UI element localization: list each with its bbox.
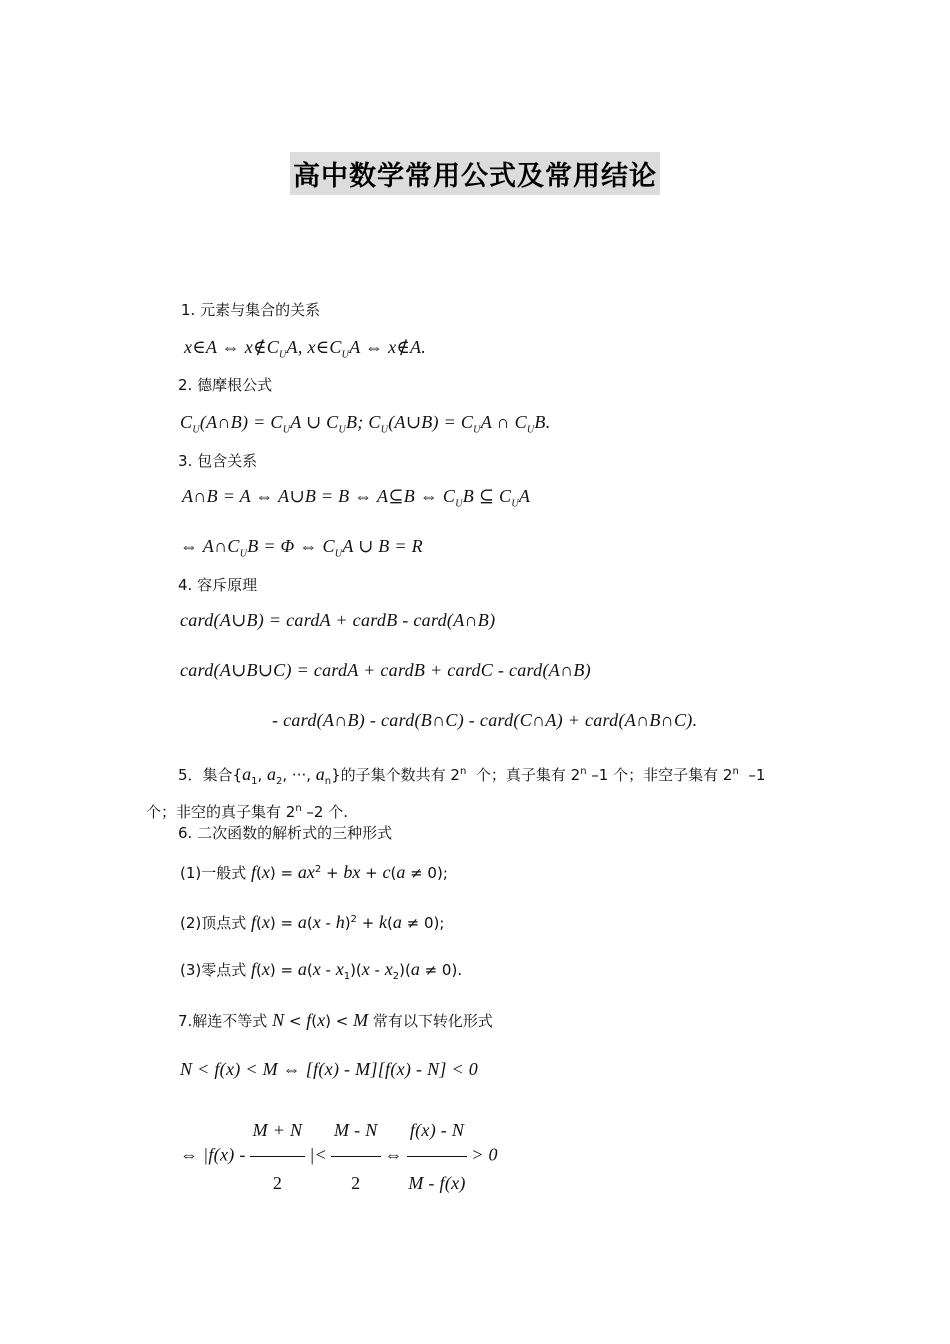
section-5-line-1: 5．集合{$a_1$, $a_2$, ···, $a_n$}的子集个数共有 2$^n$ 个；真子集有 2$^n$ –1 个；非空子集有 2$^n$ –1 [178, 764, 766, 787]
formula-4-3: - card(A∩B) - card(B∩C) - card(C∩A) + card(A∩B∩C). [272, 710, 698, 730]
fraction-m-minus-n: $\frac{M - N}{2}$ [331, 1106, 381, 1207]
formula-2-1: $C_U(A\cap B) = C_UA$ ∪ $C_UB$; $C_U(A\cup B) = C_UA$ ∩ $C_UB$. [180, 412, 551, 436]
section-heading-3: 3. 包含关系 [178, 452, 258, 470]
formula-7-2: ⇔ |f(x) - $\frac{M + N}{2}$ |< $\frac{M - N}{2}$ ⇔ $\frac{f(x) - N}{M - f(x)}$ > 0 [180, 1106, 498, 1207]
formula-3-2: ⇔ $A\cap C_UB = \Phi$ ⇔ $C_UA$ ∪ B = R [180, 536, 423, 560]
section-heading-4: 4. 容斥原理 [178, 576, 258, 594]
formula-6-3: (3)零点式 $f(x) = a(x - x_1)(x - x_2)(a \ne 0)$. [180, 959, 463, 982]
formula-4-1: card(A∪B) = cardA + cardB - card(A∩B) [180, 610, 496, 630]
formula-1-1: x∈A ⇔ $x\notin C_UA$, $x\in C_UA$ ⇔ x∉A. [184, 337, 427, 361]
formula-3-1: A∩B = A ⇔ A∪B = B ⇔ A⊆B ⇔ $C_UB$ ⊆ $C_UA$ [182, 486, 531, 510]
page-title: 高中数学常用公式及常用结论 [0, 152, 950, 195]
formula-6-2: (2)顶点式 f(x) = a(x - h)$^2$ + k(a ≠ 0); [180, 912, 445, 932]
formula-7-1: N < f(x) < M ⇔ [f(x) - M][f(x) - N] < 0 [180, 1059, 479, 1079]
fraction-m-plus-n: $\frac{M + N}{2}$ [250, 1106, 306, 1207]
section-heading-2: 2. 德摩根公式 [178, 376, 273, 394]
section-heading-7: 7.解连不等式 N < f(x) < M 常有以下转化形式 [178, 1010, 493, 1030]
formula-4-2: card(A∪B∪C) = cardA + cardB + cardC - card(A∩B) [180, 660, 591, 680]
section-heading-1: 1. 元素与集合的关系 [181, 301, 321, 319]
section-heading-6: 6. 二次函数的解析式的三种形式 [178, 824, 393, 842]
fraction-ratio: $\frac{f(x) - N}{M - f(x)}$ [407, 1106, 467, 1207]
formula-6-1: (1)一般式 $f(x) = ax^2$ + bx + c(a ≠ 0); [180, 862, 448, 882]
section-5-line-2: 个；非空的真子集有 2$^n$ –2 个. [146, 803, 349, 821]
